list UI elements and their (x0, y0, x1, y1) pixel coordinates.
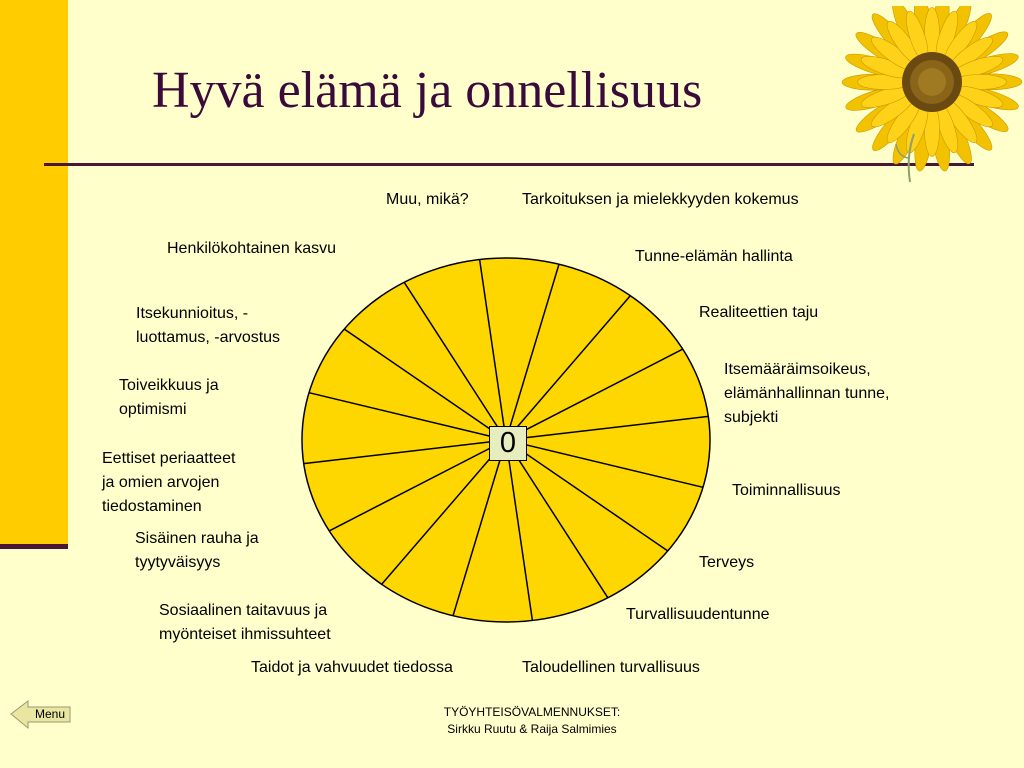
label-taloudellinen: Taloudellinen turvallisuus (522, 659, 700, 676)
label-muu-mika: Muu, mikä? (386, 191, 469, 208)
left-accent-rule (0, 544, 68, 549)
label-sosiaalinen: Sosiaalinen taitavuus ja myönteiset ihmissuhteet (159, 602, 331, 643)
slide-title: Hyvä elämä ja onnellisuus (152, 62, 703, 119)
center-value-box: 0 (489, 426, 527, 461)
left-accent-bar (0, 0, 68, 548)
footer-credits (382, 704, 682, 738)
label-realiteetit: Realiteettien taju (699, 304, 819, 321)
menu-button-label: Menu (35, 707, 66, 721)
label-toiminnallisuus: Toiminnallisuus (732, 482, 841, 499)
title-divider (44, 163, 974, 166)
label-tunne-elama: Tunne-elämän hallinta (635, 248, 793, 265)
label-sisainen-rauha: Sisäinen rauha ja tyytyväisyys (135, 530, 259, 571)
menu-button[interactable] (10, 700, 72, 730)
label-itsekunnioitus: Itsekunnioitus, - luottamus, -arvostus (136, 305, 281, 346)
label-terveys: Terveys (699, 554, 755, 571)
label-eettiset: Eettiset periaatteet ja omien arvojen tiedostaminen (102, 450, 236, 515)
footer-line-1: TYÖYHTEISÖVALMENNUKSET: (443, 705, 621, 719)
label-itsemaaraamisoikeus: Itsemääräimsoikeus, elämänhallinnan tunne, subjekti (724, 361, 890, 426)
footer-line-2: Sirkku Ruutu & Raija Salmimies (447, 722, 617, 736)
sunflower-image (836, 6, 1022, 192)
label-kasvu: Henkilökohtainen kasvu (167, 240, 336, 257)
label-toiveikkuus: Toiveikkuus ja optimismi (119, 377, 219, 418)
label-taidot: Taidot ja vahvuudet tiedossa (251, 659, 453, 676)
label-tarkoitus: Tarkoituksen ja mielekkyyden kokemus (522, 191, 799, 208)
label-turvallisuudentunne: Turvallisuudentunne (626, 606, 770, 623)
